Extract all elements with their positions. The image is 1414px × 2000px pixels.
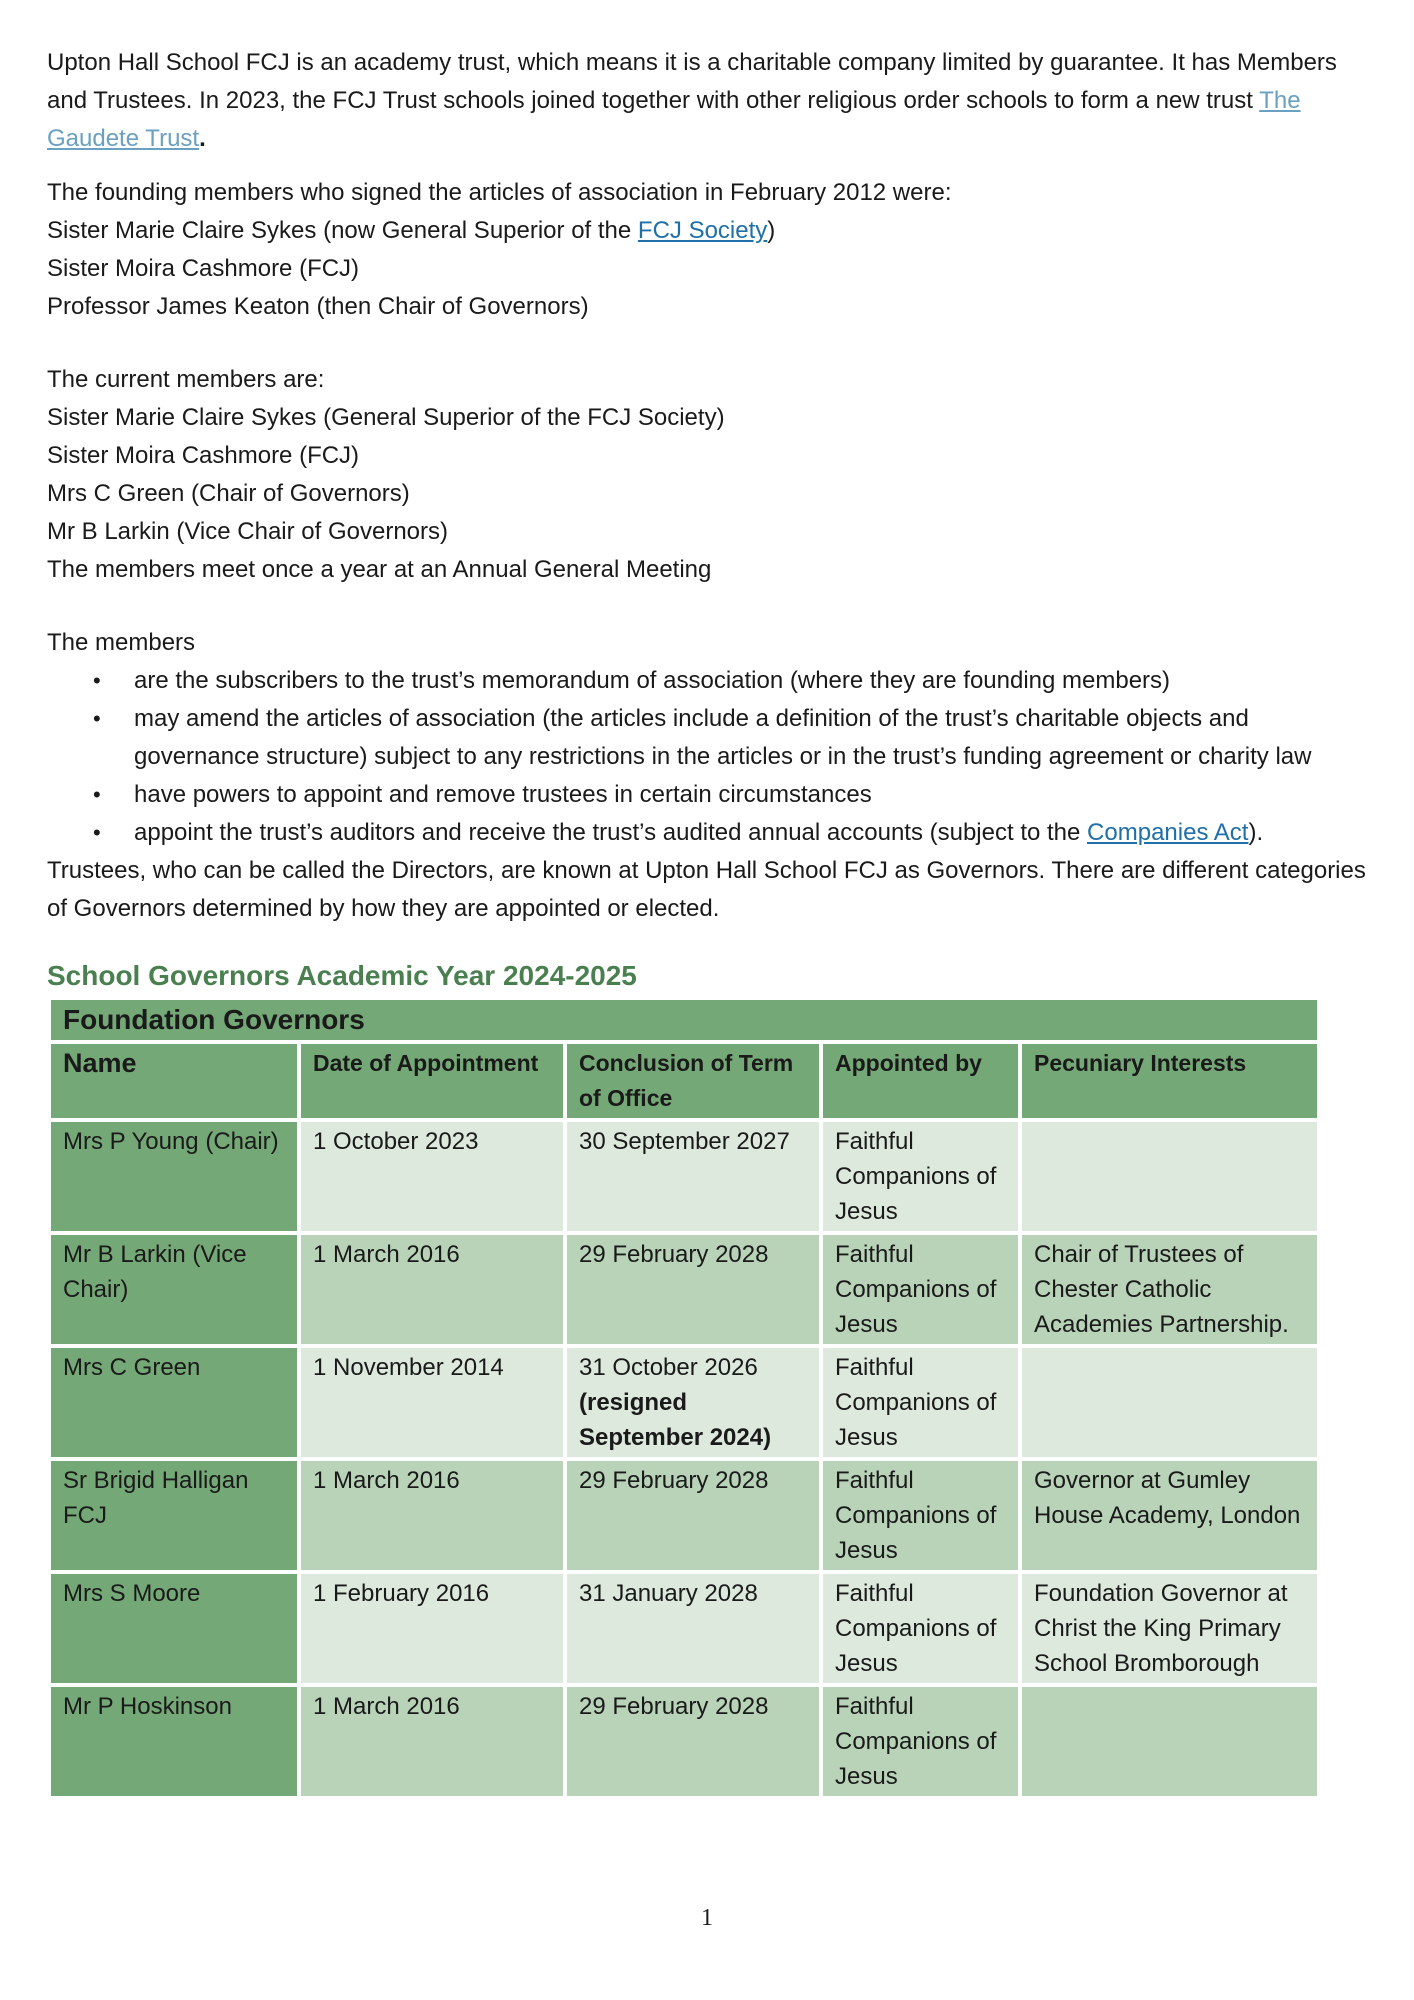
- cell-term: [565, 1120, 821, 1233]
- cell-date: 1 November 2014: [299, 1346, 565, 1459]
- term-date: 30 September 2027: [579, 1128, 790, 1155]
- cell-interests: [1020, 1120, 1319, 1233]
- cell-date: 1 February 2016: [299, 1572, 565, 1685]
- table-row: [49, 1233, 1319, 1346]
- list-item-text: appoint the trust’s auditors and receive the trust’s audited annual accounts (subject to the: [134, 819, 1088, 846]
- table-row: [49, 1120, 1319, 1233]
- cell-interests: [1020, 1685, 1319, 1798]
- foundation-governors-table: [47, 996, 1321, 1800]
- column-header-term: Conclusion of Term of Office: [565, 1042, 821, 1120]
- cell-term: [565, 1459, 821, 1572]
- list-item: [134, 814, 1377, 852]
- intro-paragraph: [47, 44, 1377, 158]
- founding-member-3: Professor James Keaton (then Chair of Governors): [47, 293, 589, 320]
- founding-heading: The founding members who signed the articles of association in February 2012 were:: [47, 179, 952, 206]
- founding-member-1-text: Sister Marie Claire Sykes (now General Superior of the: [47, 217, 638, 244]
- current-heading: The current members are:: [47, 366, 325, 393]
- cell-name: Mrs C Green: [49, 1346, 299, 1459]
- trustees-paragraph: Trustees, who can be called the Directors, are known at Upton Hall School FCJ as Governors. There are different categories of Governors determined by how they are appointed or elected.: [47, 857, 1366, 922]
- cell-appointed: Faithful Companions of Jesus: [821, 1685, 1020, 1798]
- members-role: [47, 624, 1377, 928]
- current-member: Mrs C Green (Chair of Governors): [47, 480, 410, 507]
- spacer: [47, 589, 1377, 624]
- term-note: (resigned September 2024): [579, 1389, 772, 1451]
- table-caption: Foundation Governors: [49, 998, 1319, 1042]
- column-header-name: Name: [49, 1042, 299, 1120]
- current-members: [47, 361, 1377, 589]
- cell-appointed: Faithful Companions of Jesus: [821, 1572, 1020, 1685]
- cell-term: [565, 1346, 821, 1459]
- term-date: 29 February 2028: [579, 1467, 769, 1494]
- list-item: • may amend the articles of association (the articles include a definition of the trust’s charitable objects and governance structure) subject to any restrictions in the articles or in the trust’s funding agreement or charity law: [134, 700, 1377, 776]
- gaudete-trust-link[interactable]: The Gaudete Trust: [47, 87, 1301, 152]
- table-row: [49, 1346, 1319, 1459]
- table-header-row: [49, 1042, 1319, 1120]
- list-item-close: ).: [1248, 819, 1264, 846]
- cell-name: Mrs S Moore: [49, 1572, 299, 1685]
- companies-act-link[interactable]: Companies Act: [1087, 819, 1249, 846]
- meeting-note: The members meet once a year at an Annual General Meeting: [47, 556, 712, 583]
- cell-name: Mr B Larkin (Vice Chair): [49, 1233, 299, 1346]
- document-page: [47, 44, 1377, 1800]
- term-date: 31 October 2026: [579, 1354, 758, 1381]
- list-item: • are the subscribers to the trust’s memorandum of association (where they are founding members): [134, 662, 1377, 700]
- cell-interests: Foundation Governor at Christ the King Primary School Bromborough: [1020, 1572, 1319, 1685]
- cell-term: [565, 1233, 821, 1346]
- cell-interests: [1020, 1346, 1319, 1459]
- table-row: [49, 1685, 1319, 1798]
- list-item: • have powers to appoint and remove trustees in certain circumstances: [134, 776, 1377, 814]
- page-number: 1: [701, 1905, 713, 1931]
- table-row: [49, 1572, 1319, 1685]
- cell-appointed: Faithful Companions of Jesus: [821, 1233, 1020, 1346]
- column-header-appointed: Appointed by: [821, 1042, 1020, 1120]
- fcj-society-link[interactable]: FCJ Society: [637, 217, 768, 244]
- founding-member-1: [47, 212, 1377, 250]
- cell-term: [565, 1572, 821, 1685]
- cell-interests: Governor at Gumley House Academy, London: [1020, 1459, 1319, 1572]
- founding-member-1-close: ): [767, 217, 776, 244]
- members-heading: The members: [47, 629, 196, 656]
- cell-name: Mrs P Young (Chair): [49, 1120, 299, 1233]
- cell-name: Sr Brigid Halligan FCJ: [49, 1459, 299, 1572]
- cell-date: 1 March 2016: [299, 1459, 565, 1572]
- cell-appointed: Faithful Companions of Jesus: [821, 1120, 1020, 1233]
- column-header-date: Date of Appointment: [299, 1042, 565, 1120]
- founding-member-2: Sister Moira Cashmore (FCJ): [47, 255, 360, 282]
- table-row: [49, 1459, 1319, 1572]
- section-title: School Governors Academic Year 2024-2025: [47, 960, 637, 991]
- intro-text: Upton Hall School FCJ is an academy trust, which means it is a charitable company limited by guarantee. It has Members and Trustees. In 2023, the FCJ Trust schools joined together with other religious order schools to form a new trust: [47, 49, 1337, 114]
- term-date: 29 February 2028: [579, 1693, 769, 1720]
- cell-name: Mr P Hoskinson: [49, 1685, 299, 1798]
- members-role-list: [47, 662, 1377, 852]
- intro-period: .: [199, 125, 206, 152]
- cell-interests: Chair of Trustees of Chester Catholic Academies Partnership.: [1020, 1233, 1319, 1346]
- spacer: [47, 326, 1377, 361]
- column-header-interests: Pecuniary Interests: [1020, 1042, 1319, 1120]
- founding-members: [47, 174, 1377, 326]
- cell-date: 1 March 2016: [299, 1685, 565, 1798]
- current-member: Sister Marie Claire Sykes (General Superior of the FCJ Society): [47, 404, 725, 431]
- term-date: 31 January 2028: [579, 1580, 758, 1607]
- current-member: Sister Moira Cashmore (FCJ): [47, 442, 360, 469]
- cell-date: 1 October 2023: [299, 1120, 565, 1233]
- term-date: 29 February 2028: [579, 1241, 769, 1268]
- current-member: Mr B Larkin (Vice Chair of Governors): [47, 518, 449, 545]
- cell-term: [565, 1685, 821, 1798]
- cell-appointed: Faithful Companions of Jesus: [821, 1459, 1020, 1572]
- cell-date: 1 March 2016: [299, 1233, 565, 1346]
- cell-appointed: Faithful Companions of Jesus: [821, 1346, 1020, 1459]
